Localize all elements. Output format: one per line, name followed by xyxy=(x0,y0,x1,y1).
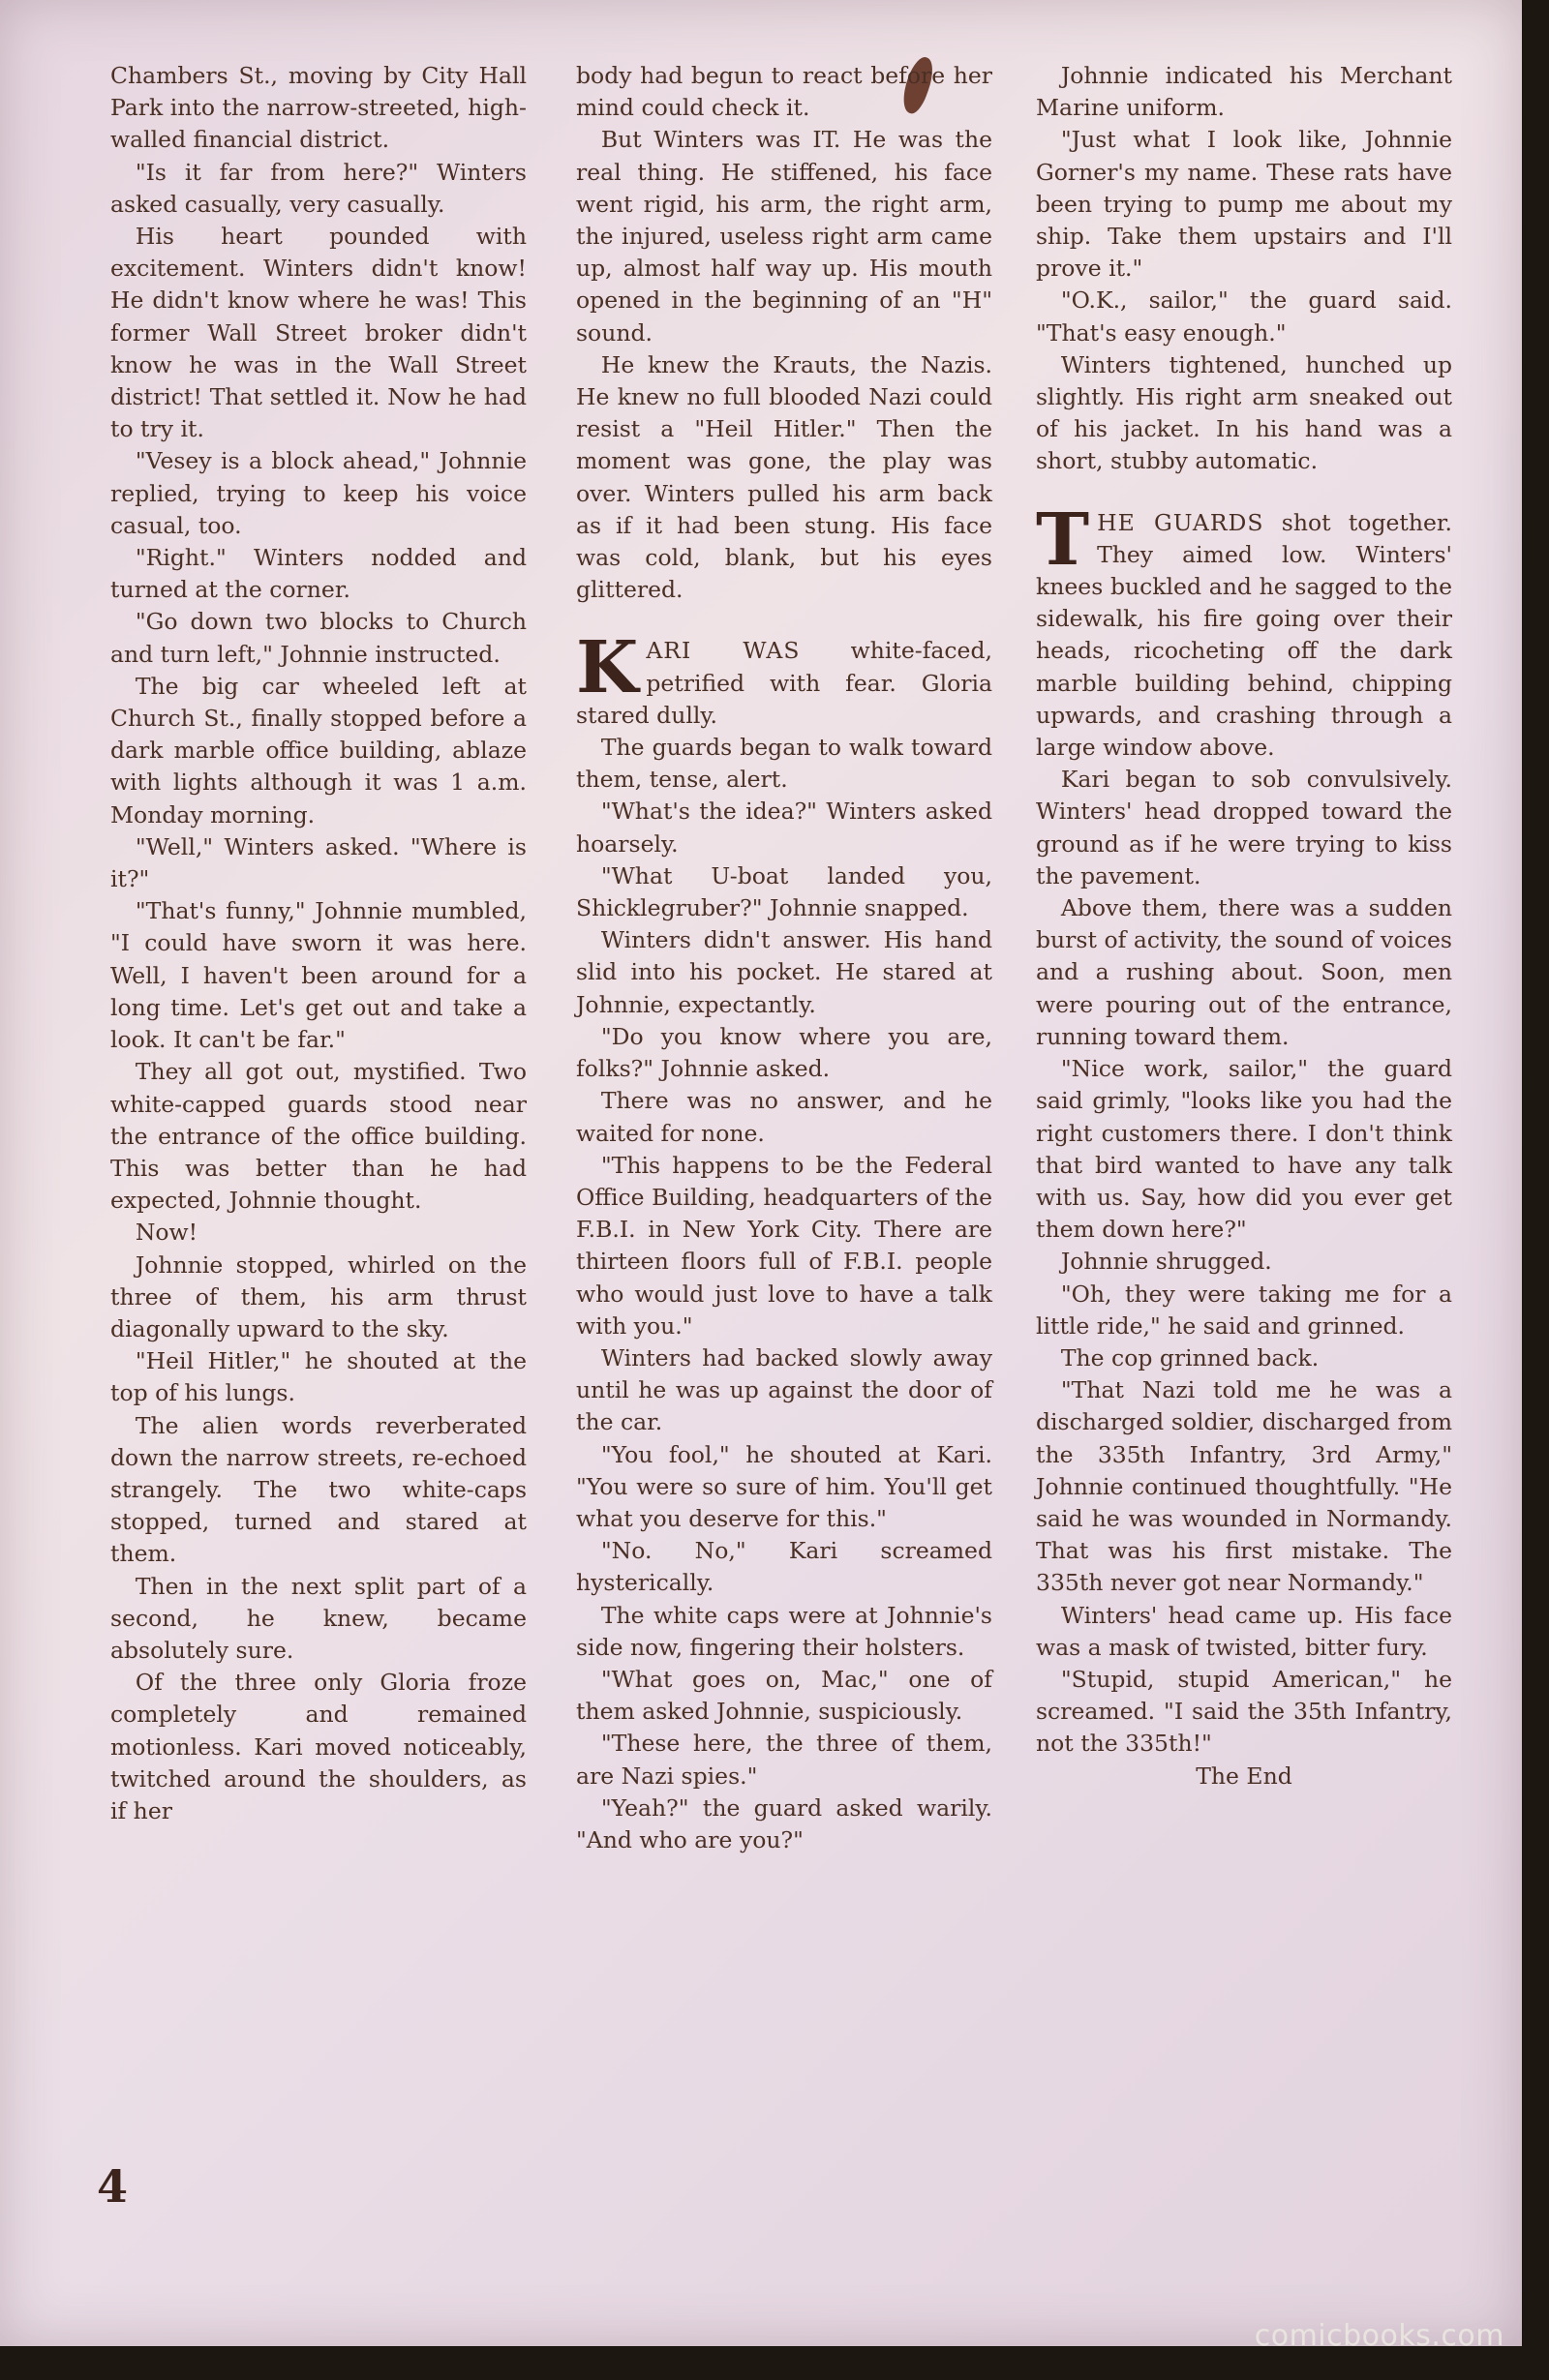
text-column-2 xyxy=(576,60,992,1856)
paragraph: But Winters was IT. He was the real thing. He stiffened, his face went rigid, his arm, the right arm, the injured, useless right arm came up, almost half way up. His mouth opened in the beginning of an "H" sound. xyxy=(576,126,992,346)
paragraph-text: shot together. They aimed low. Winters' knees buckled and he sagged to the sidewalk, his fire going over their heads, ricocheting off the dark marble building behind, chipping upwards, and crashing through a large window above. xyxy=(1036,508,1452,762)
paragraph: Chambers St., moving by City Hall Park into the narrow-streeted, high-walled financial district. xyxy=(110,62,527,154)
paragraph: "You fool," he shouted at Kari. "You were so sure of him. You'll get what you deserve for this." xyxy=(576,1440,992,1532)
paragraph: "That Nazi told me he was a discharged soldier, discharged from the 335th Infantry, 3rd Army," Johnnie continued thoughtfully. "He said he was wounded in Normandy. That was his first mistake. The 335th never got near Normandy." xyxy=(1036,1376,1452,1597)
paragraph: "Right." Winters nodded and turned at the corner. xyxy=(110,544,527,604)
paragraph: They all got out, mystified. Two white-capped guards stood near the entrance of the office building. This was better than he had expected, Johnnie thought. xyxy=(110,1058,527,1215)
paragraph: "Stupid, stupid American," he screamed. "I said the 35th Infantry, not the 335th!" xyxy=(1036,1665,1452,1758)
page-number: 4 xyxy=(97,2160,129,2213)
paragraph: Johnnie indicated his Merchant Marine uniform. xyxy=(1036,62,1452,122)
paragraph: "O.K., sailor," the guard said. "That's easy enough." xyxy=(1036,286,1452,346)
paragraph: The alien words reverberated down the narrow streets, re-echoed strangely. The two white-caps stopped, turned and stared at them. xyxy=(110,1411,527,1568)
paragraph: Winters' head came up. His face was a mask of twisted, bitter fury. xyxy=(1036,1601,1452,1661)
paragraph: Above them, there was a sudden burst of activity, the sound of voices and a rushing about. Soon, men were pouring out of the entrance, running toward them. xyxy=(1036,894,1452,1050)
paragraph: Then in the next split part of a second, he knew, became absolutely sure. xyxy=(110,1572,527,1664)
paragraph: Winters didn't answer. His hand slid into his pocket. He stared at Johnnie, expectantly. xyxy=(576,926,992,1018)
paragraph: Johnnie stopped, whirled on the three of them, his arm thrust diagonally upward to the sky. xyxy=(110,1250,527,1342)
drop-cap: T xyxy=(1036,497,1090,582)
paragraph: The cop grinned back. xyxy=(1060,1343,1320,1371)
paragraph: Of the three only Gloria froze completely and remained motionless. Kari moved noticeably, twitched around the shoulders, as if her xyxy=(110,1669,527,1824)
paragraph: Johnnie shrugged. xyxy=(1060,1248,1272,1276)
paragraph: body had begun to react before her mind could check it. xyxy=(576,62,992,122)
section-opening-paragraph xyxy=(1036,497,1452,765)
paragraph-text: white-faced, petrified with fear. Gloria stared dully. xyxy=(576,637,992,729)
paragraph: His heart pounded with excitement. Winters didn't know! He didn't know where he was! This former Wall Street broker didn't know he was in the Wall Street district! That settled it. Now he had to try it. xyxy=(110,223,527,443)
paragraph: "Nice work, sailor," the guard said grimly, "looks like you had the right customers there. I don't think that bird wanted to have any talk with us. Say, how did you ever get them down here?" xyxy=(1036,1055,1452,1244)
paragraph: Winters tightened, hunched up slightly. His right arm sneaked out of his jacket. In his hand was a short, stubby automatic. xyxy=(1036,350,1452,475)
paragraph: "Well," Winters asked. "Where is it?" xyxy=(110,832,527,893)
paragraph: Kari began to sob convulsively. Winters' head dropped toward the ground as if he were trying to kiss the pavement. xyxy=(1036,766,1452,889)
section-opening-paragraph xyxy=(576,626,992,732)
paragraph: "No. No," Kari screamed hysterically. xyxy=(576,1537,992,1597)
paragraph: "That's funny," Johnnie mumbled, "I could have sworn it was here. Well, I haven't been around for a long time. Let's get out and take a look. It can't be far." xyxy=(110,897,527,1054)
paragraph: "Go down two blocks to Church and turn left," Johnnie instructed. xyxy=(110,608,527,668)
paragraph: There was no answer, and he waited for none. xyxy=(576,1087,992,1147)
small-caps-lead: HE GUARDS xyxy=(1097,508,1264,536)
the-end-label: The End xyxy=(1196,1762,1292,1790)
paragraph: "Do you know where you are, folks?" Johnnie asked. xyxy=(576,1022,992,1083)
paragraph: He knew the Krauts, the Nazis. He knew no full blooded Nazi could resist a "Heil Hitler." Then the moment was gone, the play was over. Winters pulled his arm back as if it had been stung. His face was cold, blank, but his eyes glittered. xyxy=(576,350,992,604)
paragraph: "This happens to be the Federal Office Building, headquarters of the F.B.I. in New York City. There are thirteen floors full of F.B.I. people who would just love to have a talk with you." xyxy=(576,1151,992,1340)
paragraph: "Vesey is a block ahead," Johnnie replied, trying to keep his voice casual, too. xyxy=(110,447,527,539)
text-column-3 xyxy=(1036,60,1452,1793)
site-watermark: comicbooks.com xyxy=(1254,2319,1504,2353)
drop-cap: K xyxy=(576,626,639,710)
paragraph: "Heil Hitler," he shouted at the top of his lungs. xyxy=(110,1347,527,1407)
paragraph: "Oh, they were taking me for a little ride," he said and grinned. xyxy=(1036,1280,1452,1340)
paragraph: "What U-boat landed you, Shicklegruber?" Johnnie snapped. xyxy=(576,861,992,922)
paragraph: "These here, the three of them, are Nazi spies." xyxy=(576,1730,992,1790)
paragraph: "What's the idea?" Winters asked hoarsely. xyxy=(576,798,992,858)
paragraph: The big car wheeled left at Church St., finally stopped before a dark marble office building, ablaze with lights although it was 1 a.m. Monday morning. xyxy=(110,672,527,828)
paragraph: The guards began to walk toward them, tense, alert. xyxy=(576,734,992,794)
paragraph: "Just what I look like, Johnnie Gorner's my name. These rats have been trying to pump me about my ship. Take them upstairs and I'll prove it." xyxy=(1036,126,1452,283)
paragraph: "What goes on, Mac," one of them asked Johnnie, suspiciously. xyxy=(576,1665,992,1726)
small-caps-lead: ARI WAS xyxy=(646,637,801,665)
paragraph: "Yeah?" the guard asked warily. "And who are you?" xyxy=(576,1793,992,1853)
paragraph: The white caps were at Johnnie's side now, fingering their holsters. xyxy=(576,1601,992,1661)
text-column-1 xyxy=(110,60,527,1827)
paragraph: "Is it far from here?" Winters asked casually, very casually. xyxy=(110,158,527,218)
paragraph: Winters had backed slowly away until he was up against the door of the car. xyxy=(576,1343,992,1436)
paragraph: Now! xyxy=(135,1219,198,1247)
